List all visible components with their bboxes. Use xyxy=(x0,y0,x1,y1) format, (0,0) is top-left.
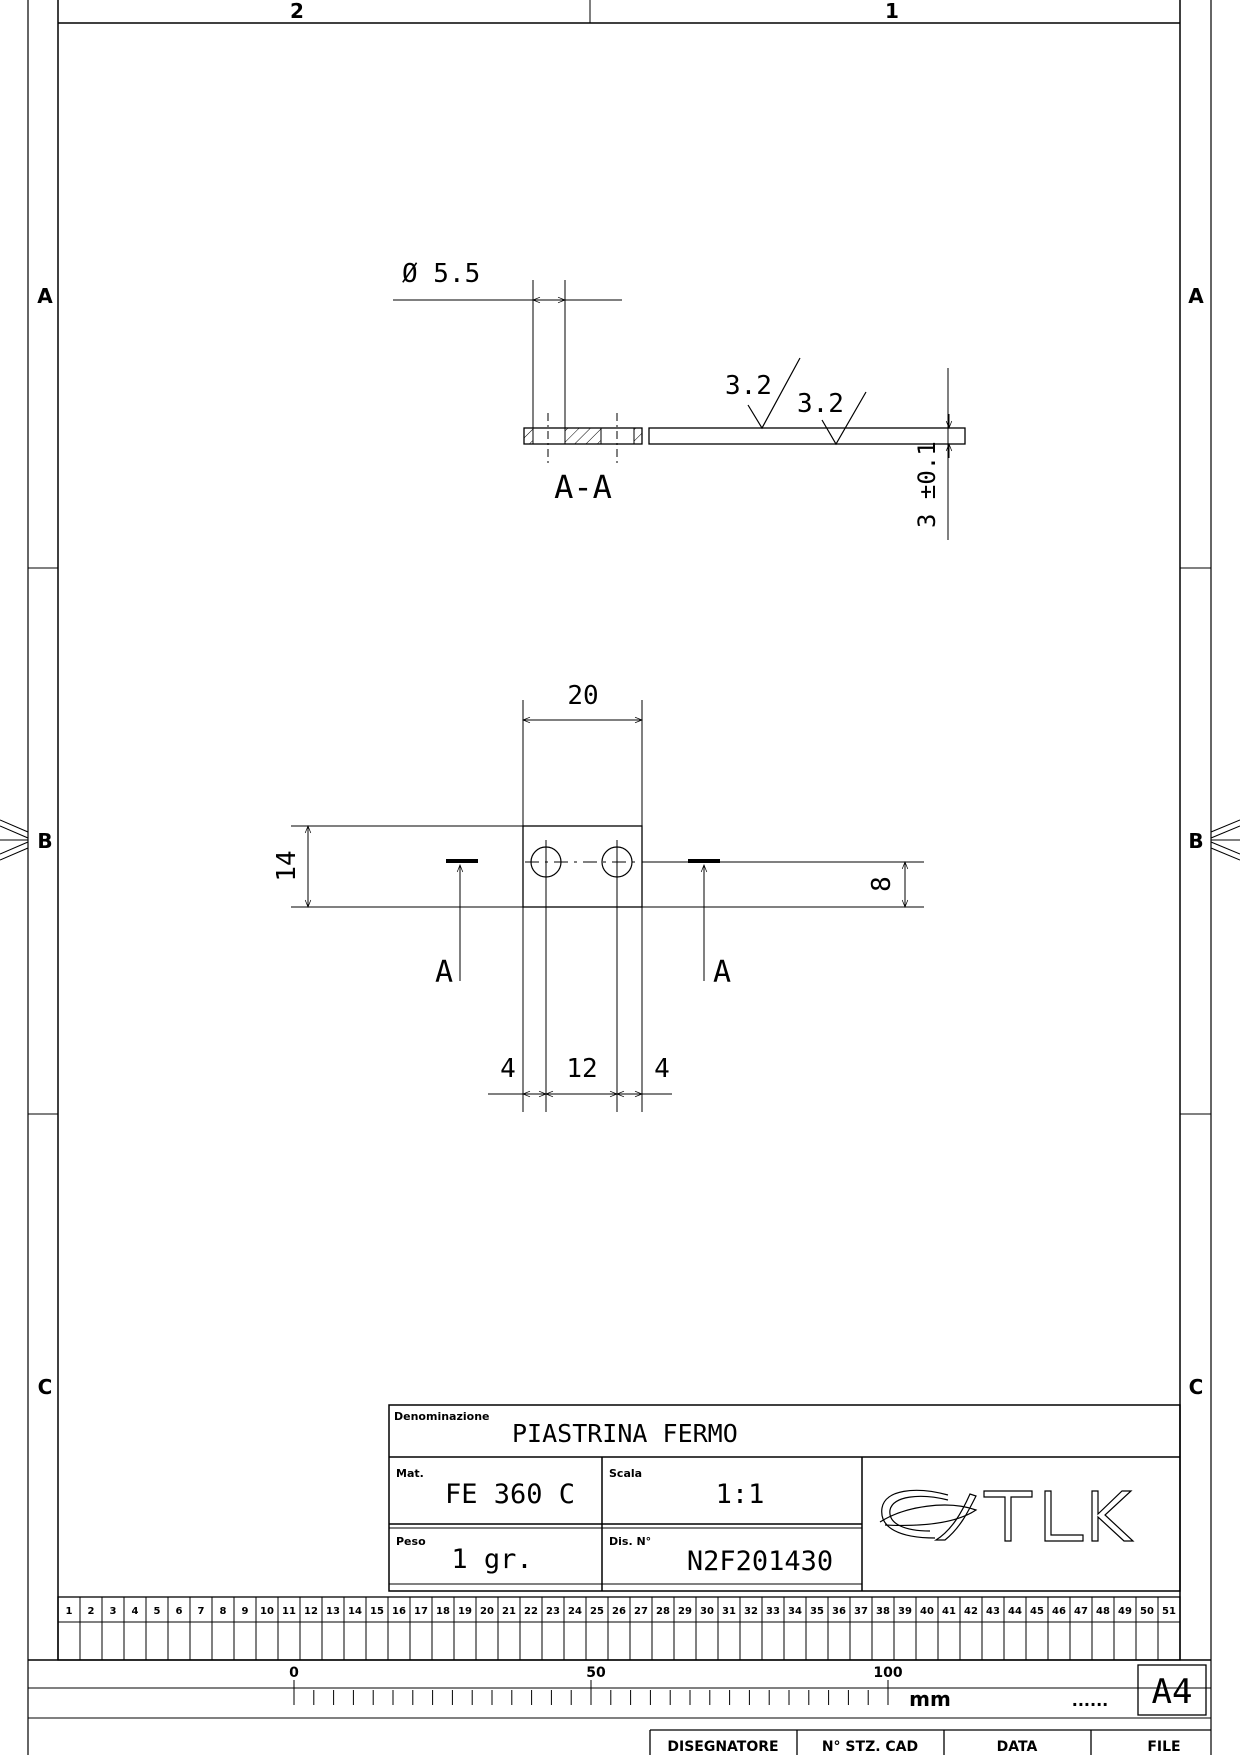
row-label-c-right: C xyxy=(1188,1375,1204,1399)
revision-cell-number: 36 xyxy=(832,1606,846,1617)
revision-cell-number: 44 xyxy=(1008,1606,1022,1617)
format-label: A4 xyxy=(1151,1672,1193,1712)
revision-cell-number: 10 xyxy=(260,1606,274,1617)
width-dimension-label: 20 xyxy=(567,681,599,711)
revision-cell-number: 15 xyxy=(370,1606,384,1617)
edge-left-dimension-label: 4 xyxy=(500,1054,516,1084)
roughness-symbol-2: 3.2 xyxy=(797,389,844,419)
revision-cell-number: 45 xyxy=(1030,1606,1044,1617)
revision-cell-number: 30 xyxy=(700,1606,714,1617)
section-label: A-A xyxy=(554,468,612,506)
revision-cell-number: 24 xyxy=(568,1606,582,1617)
scale-value: 1:1 xyxy=(715,1479,765,1510)
revision-cell-number: 29 xyxy=(678,1606,692,1617)
cut-plane-label-left: A xyxy=(434,955,454,990)
roughness-symbol-1: 3.2 xyxy=(725,371,772,401)
revision-cell-number: 20 xyxy=(480,1606,494,1617)
revision-cell-number: 47 xyxy=(1074,1606,1088,1617)
material-caption: Mat. xyxy=(396,1467,424,1480)
revision-cell-number: 37 xyxy=(854,1606,868,1617)
revision-cell-number: 8 xyxy=(219,1606,227,1617)
scale-dots: ...... xyxy=(1071,1691,1109,1710)
column-label-1: 1 xyxy=(885,0,899,23)
revision-cell-number: 11 xyxy=(282,1606,296,1617)
revision-cell-number: 6 xyxy=(175,1606,183,1617)
scale-label-100: 100 xyxy=(873,1665,903,1681)
revision-cell-number: 4 xyxy=(131,1606,139,1617)
cut-plane-label-right: A xyxy=(712,955,732,990)
revision-cell-number: 34 xyxy=(788,1606,802,1617)
revision-cell-number: 22 xyxy=(524,1606,538,1617)
scale-caption: Scala xyxy=(609,1467,643,1480)
column-label-2: 2 xyxy=(290,0,304,23)
revision-cell-number: 19 xyxy=(458,1606,472,1617)
revision-cell-number: 13 xyxy=(326,1606,340,1617)
scale-label-50: 50 xyxy=(586,1665,606,1681)
footer-file: FILE xyxy=(1147,1739,1181,1755)
footer-table xyxy=(650,1730,1211,1755)
revision-cells xyxy=(66,1597,1176,1660)
revision-cell-number: 43 xyxy=(986,1606,1000,1617)
scale-label-0: 0 xyxy=(289,1665,299,1681)
hole-spacing-dimension-label: 12 xyxy=(566,1054,598,1084)
revision-cell-number: 38 xyxy=(876,1606,890,1617)
hole-offset-dimension-label: 8 xyxy=(867,876,897,892)
revision-cell-number: 51 xyxy=(1162,1606,1176,1617)
row-label-a-left: A xyxy=(37,284,53,308)
revision-cell-number: 48 xyxy=(1096,1606,1110,1617)
section-view xyxy=(393,259,965,540)
revision-cell-number: 26 xyxy=(612,1606,626,1617)
footer-data: DATA xyxy=(996,1739,1038,1755)
revision-cell-number: 28 xyxy=(656,1606,670,1617)
revision-cell-number: 16 xyxy=(392,1606,406,1617)
drawing-number-value: N2F201430 xyxy=(686,1546,834,1577)
plan-view xyxy=(272,681,924,1112)
scale-ticks xyxy=(294,1680,888,1705)
denominazione-caption: Denominazione xyxy=(394,1410,490,1423)
revision-cell-number: 40 xyxy=(920,1606,934,1617)
revision-cell-number: 1 xyxy=(65,1606,73,1617)
format-box xyxy=(1138,1665,1206,1715)
diameter-dimension-label: Ø 5.5 xyxy=(402,259,481,289)
revision-cell-number: 31 xyxy=(722,1606,736,1617)
frame-labels xyxy=(37,0,1204,1399)
weight-caption: Peso xyxy=(396,1535,426,1548)
row-label-a-right: A xyxy=(1188,284,1204,308)
footer-disegnatore: DISEGNATORE xyxy=(667,1739,779,1755)
part-name: PIASTRINA FERMO xyxy=(512,1419,738,1448)
row-label-c-left: C xyxy=(37,1375,53,1399)
thickness-dimension-label: 3 ±0.1 xyxy=(913,441,941,528)
revision-cell-number: 5 xyxy=(153,1606,161,1617)
revision-cell-number: 17 xyxy=(414,1606,428,1617)
revision-cell-number: 35 xyxy=(810,1606,824,1617)
revision-cell-number: 27 xyxy=(634,1606,648,1617)
edge-right-dimension-label: 4 xyxy=(654,1054,670,1084)
revision-cell-number: 46 xyxy=(1052,1606,1066,1617)
footer-n-stz-cad: N° STZ. CAD xyxy=(821,1739,919,1755)
revision-cell-number: 18 xyxy=(436,1606,450,1617)
revision-cell-number: 2 xyxy=(87,1606,95,1617)
revision-cell-number: 50 xyxy=(1140,1606,1154,1617)
revision-cell-number: 41 xyxy=(942,1606,956,1617)
revision-cell-number: 7 xyxy=(197,1606,205,1617)
revision-cell-number: 25 xyxy=(590,1606,604,1617)
height-dimension-label: 14 xyxy=(272,850,302,882)
revision-strip xyxy=(58,1597,1180,1660)
revision-cell-number: 21 xyxy=(502,1606,516,1617)
drawing-number-caption: Dis. N° xyxy=(609,1535,652,1548)
row-label-b-left: B xyxy=(37,829,53,853)
material-value: FE 360 C xyxy=(444,1479,576,1510)
revision-cell-number: 33 xyxy=(766,1606,780,1617)
revision-cell-number: 3 xyxy=(109,1606,117,1617)
revision-cell-number: 14 xyxy=(348,1606,362,1617)
weight-value: 1 gr. xyxy=(451,1544,533,1575)
revision-cell-number: 39 xyxy=(898,1606,912,1617)
scale-unit: mm xyxy=(909,1687,951,1711)
revision-cell-number: 9 xyxy=(241,1606,249,1617)
row-label-b-right: B xyxy=(1188,829,1204,853)
revision-cell-number: 42 xyxy=(964,1606,978,1617)
revision-cell-number: 49 xyxy=(1118,1606,1132,1617)
revision-cell-number: 12 xyxy=(304,1606,318,1617)
revision-cell-number: 32 xyxy=(744,1606,758,1617)
revision-cell-number: 23 xyxy=(546,1606,560,1617)
